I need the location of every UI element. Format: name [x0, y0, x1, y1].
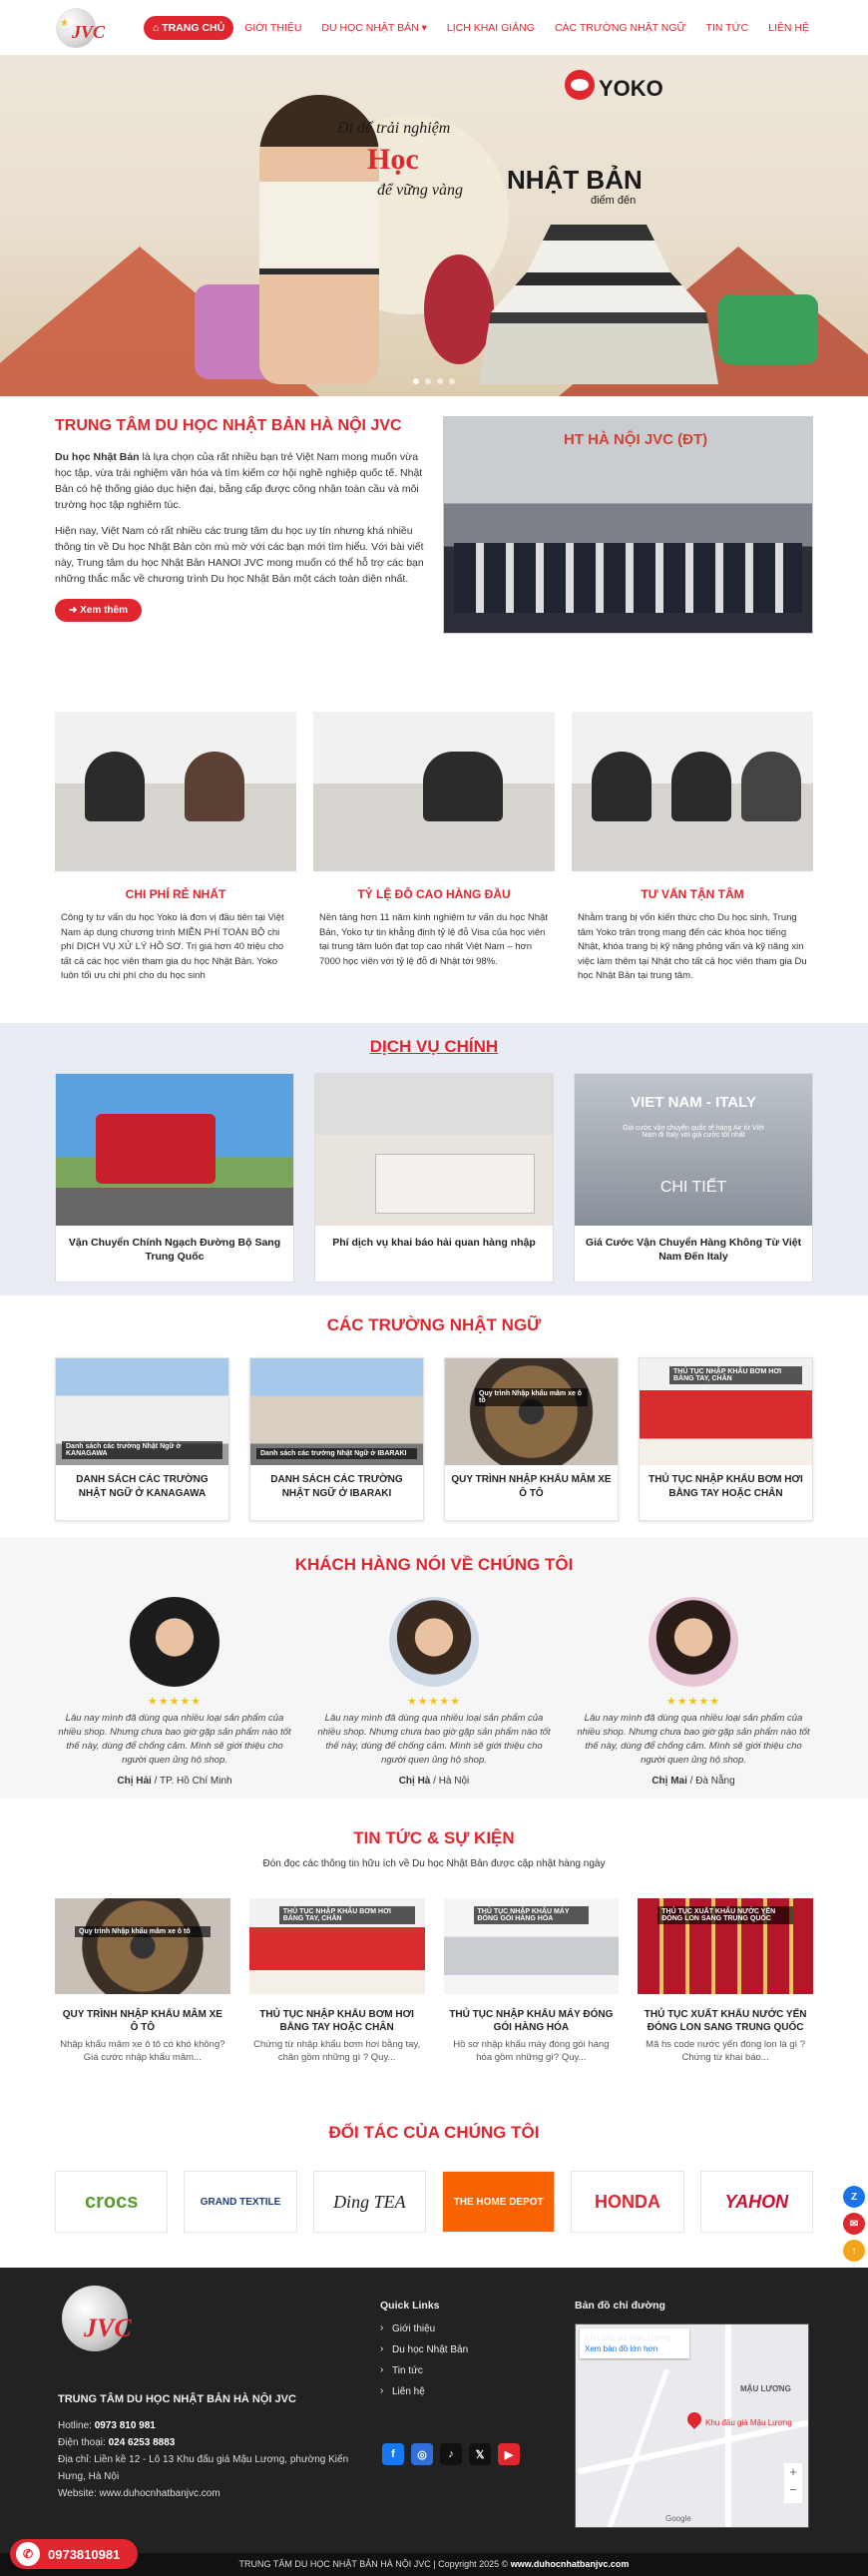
news-subtitle: Đón đọc các thông tin hữu ích về Du học Nhật Bản được cập nhật hàng ngày: [262, 1858, 606, 1869]
student-image: [259, 95, 379, 384]
image-caption: Quy trình Nhập khẩu mâm xe ô tô: [75, 1926, 211, 1937]
hotline-button[interactable]: [10, 2539, 138, 2569]
news-section: [0, 1828, 868, 2063]
news-title: TIN TỨC & SỰ KIỆN: [353, 1828, 515, 1847]
zalo-icon[interactable]: Z: [843, 2186, 865, 2208]
service-card[interactable]: [314, 1073, 554, 1283]
news-card[interactable]: [249, 1898, 425, 2074]
feature-text: Nhằm trang bị vốn kiến thức cho Du học sinh. Trung tâm Yoko trân trọng mang đến các khóa học tiếng Nhật, khóa trang bị kỹ năng phỏng vấn và kỹ năng xin việc làm thêm tại Nhật cho tất cả học viên tham gia Du học Nhật Bản tại trung tâm.: [578, 912, 807, 981]
nav-schools[interactable]: CÁC TRƯỜNG NHẬT NGỮ: [554, 21, 686, 34]
feature-image: [55, 712, 296, 871]
about-title: TRUNG TÂM DU HỌC NHẬT BẢN HÀ NỘI JVC: [55, 417, 402, 434]
site-logo[interactable]: [50, 4, 106, 52]
quick-links: [380, 2300, 468, 2407]
image-caption: Danh sách các trường Nhật Ngữ ở IBARAKI: [256, 1448, 417, 1459]
testimonial-card: [574, 1597, 813, 1787]
about-paragraph-2: Hiện nay, Việt Nam có rất nhiều các trung tâm du học uy tín nhưng khá nhiều thông tin về Du học Nhật Bản còn mù mờ với các bạn mới tìm hiểu. Với bài viết này, Trung tâm du học Nhật Bản HANOI JVC mong muốn có thể hỗ trợ các bạn những thắc mắc về chương trình Du học Nhật Bản một cách toàn diện nhất.: [55, 525, 424, 585]
train-image: [718, 294, 818, 364]
map-place-name: Khu đấu giá Mậu Lương: [585, 2333, 671, 2342]
school-card[interactable]: [444, 1357, 619, 1521]
avatar: [130, 1597, 219, 1687]
facebook-icon[interactable]: f: [382, 2443, 404, 2465]
home-icon: ⌂: [152, 21, 163, 34]
footer-hotline: [58, 2417, 357, 2434]
news-title-text: THỦ TỤC NHẬP KHẨU BƠM HƠI BẰNG TAY HOẶC CHÂN: [259, 2009, 414, 2033]
slider-dot[interactable]: [437, 378, 443, 384]
map-larger-link[interactable]: Xem bản đồ lớn hơn: [585, 2344, 658, 2353]
partner-logo-home-depot[interactable]: THE HOME DEPOT: [442, 2171, 555, 2233]
news-card[interactable]: [55, 1898, 230, 2074]
feature-title: TƯ VẤN TẬN TÂM: [641, 887, 744, 901]
school-card[interactable]: [249, 1357, 424, 1521]
service-card[interactable]: [55, 1073, 294, 1283]
footer-phone: [58, 2434, 357, 2451]
feature-text: Công ty tư vấn du học Yoko là đơn vị đầu tiên tại Việt Nam áp dụng chương trình MIỄN PHÍ TOÀN BỘ chi phí DỊCH VỤ XỬ LÝ HỒ SƠ. Trị giá hơn 40 triệu cho tất cả các học viên tham gia du học Nhật Bản. Yoko luôn tối ưu chi phí cho du học sinh: [61, 912, 284, 981]
testimonials-section: [0, 1537, 868, 1799]
hero-brand: YOKO: [599, 76, 663, 101]
slider-dot[interactable]: [449, 378, 455, 384]
school-title: DANH SÁCH CÁC TRƯỜNG NHẬT NGỮ Ở KANAGAWA: [76, 1474, 209, 1499]
logo-text: JVC: [72, 21, 106, 42]
testimonial-author: [314, 1776, 554, 1787]
phone-number[interactable]: 024 6253 8883: [108, 2437, 176, 2448]
footer-address: Địa chỉ: Liền kề 12 - Lô 13 Khu đấu giá Mậu Lương, phường Kiến Hưng, Hà Nội: [58, 2454, 349, 2482]
map-info-card: [580, 2328, 689, 2358]
news-image: [249, 1898, 425, 1994]
school-title: DANH SÁCH CÁC TRƯỜNG NHẬT NGỮ Ở IBARAKI: [270, 1474, 403, 1499]
truck-shape: [96, 1114, 216, 1184]
news-title-text: QUY TRÌNH NHẬP KHẨU MÂM XE Ô TÔ: [62, 2009, 222, 2033]
news-excerpt: Chứng từ nhập khẩu bơm hơi bằng tay, chân gồm những gì ? Quy...: [253, 2039, 421, 2063]
about-paragraph-1: [55, 449, 424, 513]
floating-actions: [843, 2186, 865, 2262]
about-section: [55, 417, 813, 622]
yoko-logo-icon: [565, 70, 595, 100]
site-footer: [0, 2268, 868, 2553]
nav-contact[interactable]: LIÊN HỆ: [768, 21, 809, 34]
nav-news[interactable]: TIN TỨC: [705, 21, 749, 34]
service-title: Vận Chuyển Chính Ngạch Đường Bộ Sang Trung Quốc: [68, 1237, 281, 1263]
partners-row: [55, 2171, 813, 2233]
partner-logo-grand-textile[interactable]: GRAND TEXTILE: [184, 2171, 296, 2233]
rating-stars: ★★★★★: [665, 1696, 721, 1708]
social-links: [382, 2443, 520, 2465]
pump-image: [640, 1358, 812, 1465]
image-caption: Danh sách các trường Nhật Ngữ ở KANAGAWA: [62, 1441, 222, 1459]
about-highlight: Du học Nhật Bản: [55, 451, 140, 463]
avatar: [389, 1597, 479, 1687]
hero-line2: Học: [367, 143, 419, 176]
news-image: [638, 1898, 813, 1994]
image-caption: THỦ TỤC NHẬP KHẨU MÁY ĐÓNG GÓI HÀNG HÓA: [474, 1906, 590, 1924]
phone-label: Điện thoại:: [58, 2437, 109, 2448]
banner-sub: Giá cước vận chuyển quốc tế hàng Air từ Việt Nam đi Italy với giá cước tốt nhất: [623, 1125, 764, 1139]
youtube-icon[interactable]: ▶: [498, 2443, 520, 2465]
person-shape: [741, 752, 801, 821]
copyright-text: TRUNG TÂM DU HỌC NHẬT BẢN HÀ NỘI JVC | Copyright 2025 ©: [238, 2559, 511, 2569]
author-name: Chị Hải: [117, 1776, 152, 1787]
rating-stars: ★★★★★: [406, 1696, 462, 1708]
partners-title: ĐỐI TÁC CỦA CHÚNG TÔI: [328, 2123, 540, 2142]
image-caption: THỦ TỤC NHẬP KHẨU BƠM HƠI BẰNG TAY, CHÂN: [669, 1366, 802, 1384]
mail-icon[interactable]: ✉: [843, 2213, 865, 2235]
news-excerpt: Nhập khẩu mâm xe ô tô có khó không? Giá cước nhập khẩu mâm...: [60, 2039, 225, 2063]
feature-image: [313, 712, 555, 871]
main-nav: [144, 16, 818, 40]
nav-home-label: TRANG CHỦ: [162, 21, 225, 34]
news-image: [55, 1898, 230, 1994]
author-name: Chị Hà: [398, 1776, 431, 1787]
map-area-label: MẬU LƯƠNG: [740, 2384, 791, 2393]
person-shape: [592, 752, 651, 821]
school-image: [250, 1358, 423, 1465]
map-road: [607, 2368, 669, 2528]
news-title-text: THỦ TỤC XUẤT KHẨU NƯỚC YẾN ĐÓNG LON SANG TRUNG QUỐC: [644, 2009, 807, 2033]
rim-image: [445, 1358, 618, 1465]
hero-line3: để vững vàng: [377, 182, 464, 199]
person-shape: [671, 752, 731, 821]
schools-section: [0, 1315, 868, 1499]
author-place: / Đà Nẵng: [686, 1776, 735, 1787]
person-shape: [423, 752, 503, 821]
italy-banner-image: [575, 1074, 812, 1226]
avatar: [649, 1597, 738, 1687]
tiktok-icon[interactable]: ♪: [440, 2443, 462, 2465]
hotline-button-number: 0973810981: [48, 2546, 121, 2562]
testimonial-author: [574, 1776, 813, 1787]
star-icon: ★: [60, 17, 69, 29]
nav-schedule[interactable]: LỊCH KHAI GIẢNG: [446, 21, 535, 34]
testimonial-card: [55, 1597, 294, 1787]
news-excerpt: Hồ sơ nhập khẩu máy đóng gói hàng hóa gồm những gì? Quy...: [453, 2039, 610, 2063]
partners-section: [0, 2123, 868, 2213]
service-title: Giá Cước Vận Chuyển Hàng Không Từ Việt Nam Đến Italy: [585, 1237, 802, 1263]
feature-title: TỶ LỆ ĐỖ CAO HÀNG ĐẦU: [357, 887, 511, 901]
map-pin-icon[interactable]: [684, 2409, 704, 2429]
schools-row: [55, 1357, 813, 1521]
partner-logo-yahon[interactable]: YAHON: [700, 2171, 813, 2233]
photo-sign: HT HÀ NỘI JVC (ĐT): [564, 431, 708, 448]
school-card[interactable]: [639, 1357, 813, 1521]
map-pin-label: Khu đấu giá Mậu Lương: [705, 2418, 792, 2427]
nav-study-japan[interactable]: [312, 16, 435, 40]
footer-title: TRUNG TÂM DU HỌC NHẬT BẢN HÀ NỘI JVC: [58, 2393, 296, 2405]
services-section: [0, 1023, 868, 1295]
map-zoom-control[interactable]: + −: [784, 2463, 802, 2503]
testimonial-text: Lâu nay mình đã dùng qua nhiều loại sản phẩm của nhiều shop. Nhưng chưa bao giờ gặp sản phẩm nào tốt thế này, dùng để chống cảm. Mình sẽ giới thiệu cho người quen ủng hộ shop.: [58, 1713, 291, 1766]
quick-link[interactable]: › Giới thiệu: [380, 2323, 468, 2334]
services-row: [55, 1073, 813, 1283]
copyright-site[interactable]: www.duhocnhatbanjvc.com: [510, 2559, 630, 2569]
news-title-text: THỦ TỤC NHẬP KHẨU MÁY ĐÓNG GÓI HÀNG HÓA: [449, 2009, 614, 2033]
quick-links-title: Quick Links: [380, 2300, 440, 2312]
arrow-right-icon: ➜: [69, 605, 81, 616]
read-more-label: Xem thêm: [80, 605, 128, 616]
features-row: [55, 712, 813, 984]
hotline-number[interactable]: 0973 810 981: [94, 2420, 156, 2431]
feature-image: [572, 712, 813, 871]
customs-image: [315, 1074, 553, 1226]
center-group-photo: [443, 416, 813, 634]
testimonials-title: KHÁCH HÀNG NÓI VỀ CHÚNG TÔI: [294, 1555, 574, 1574]
instagram-icon[interactable]: ◎: [411, 2443, 433, 2465]
google-map[interactable]: [575, 2323, 809, 2528]
map-title: Bản đồ chỉ đường: [575, 2300, 665, 2312]
site-header: [0, 0, 868, 55]
hero-country: NHẬT BẢN: [507, 165, 643, 195]
services-title: DỊCH VỤ CHÍNH: [369, 1037, 499, 1056]
news-excerpt: Mã hs code nước yến đóng lon là gì ? Chứng từ khai báo...: [646, 2039, 806, 2063]
partner-logo-crocs[interactable]: crocs: [55, 2171, 168, 2233]
read-more-button[interactable]: [55, 599, 142, 622]
school-card[interactable]: [55, 1357, 229, 1521]
footer-logo: [58, 2284, 150, 2361]
schools-title: CÁC TRƯỜNG NHẬT NGỮ: [326, 1315, 542, 1334]
quick-link[interactable]: › Tin tức: [380, 2365, 468, 2376]
x-icon[interactable]: 𝕏: [469, 2443, 491, 2465]
quick-link[interactable]: › Liên hệ: [380, 2386, 468, 2397]
people-image: [454, 543, 802, 613]
cherry-tree-image: [424, 255, 494, 364]
slider-dots: [0, 378, 868, 384]
image-caption: Quy trình Nhập khẩu mâm xe ô tô: [475, 1388, 588, 1406]
author-place: / TP. Hồ Chí Minh: [151, 1776, 232, 1787]
school-title: THỦ TỤC NHẬP KHẨU BƠM HƠI BẰNG TAY HOẶC CHÂN: [649, 1474, 803, 1499]
map-block: [575, 2300, 809, 2528]
nav-intro[interactable]: GIỚI THIỆU: [244, 21, 302, 34]
news-card[interactable]: [638, 1898, 813, 2074]
nav-study-japan-label: DU HỌC NHẬT BẢN: [321, 21, 419, 34]
person-shape: [185, 752, 244, 821]
image-caption: THỦ TỤC XUẤT KHẨU NƯỚC YẾN ĐÓNG LON SANG TRUNG QUỐC: [657, 1906, 793, 1924]
partner-logo-ding-tea[interactable]: Ding TEA: [313, 2171, 426, 2233]
slider-dot[interactable]: [425, 378, 431, 384]
feature-card: [55, 712, 296, 984]
hero-banner[interactable]: [0, 55, 868, 396]
slider-dot[interactable]: [413, 378, 419, 384]
hero-line1: Đi để trải nghiệm: [337, 120, 451, 137]
testimonial-text: Lâu nay mình đã dùng qua nhiều loại sản phẩm của nhiều shop. Nhưng chưa bao giờ gặp sản phẩm nào tốt thế này, dùng để chống cảm. Mình sẽ giới thiệu cho người quen ủng hộ shop.: [317, 1713, 551, 1766]
truck-image: [56, 1074, 293, 1226]
footer-contact-info: [58, 2417, 357, 2502]
person-shape: [85, 752, 145, 821]
hotline-label: Hotline:: [58, 2420, 95, 2431]
news-image: [444, 1898, 620, 1994]
news-card[interactable]: [444, 1898, 620, 2074]
testimonial-author: [55, 1776, 294, 1787]
service-title: Phí dịch vụ khai báo hải quan hàng nhập: [332, 1237, 536, 1249]
feature-text: Nền tảng hơn 11 năm kinh nghiệm tư vấn du học Nhật Bản, Yoko tự tin khẳng định tỷ lệ đỗ Visa của học viên tại trung tâm luôn đạt top cao nhất Việt Nam – hơn 7000 học viên với tỷ lệ đỗ đi Nhật tới 98%.: [319, 912, 548, 967]
banner-cta: CHI TIẾT: [659, 1179, 727, 1196]
testimonials-row: [55, 1597, 813, 1787]
nav-home[interactable]: [144, 16, 233, 40]
footer-website[interactable]: Website: www.duhocnhatbanjvc.com: [58, 2488, 220, 2499]
feature-title: CHI PHÍ RẺ NHẤT: [125, 887, 226, 901]
image-caption: THỦ TỤC NHẬP KHẨU BƠM HƠI BẰNG TAY, CHÂN: [279, 1906, 415, 1924]
banner-heading: VIET NAM - ITALY: [631, 1094, 756, 1111]
scroll-top-icon[interactable]: ↑: [843, 2240, 865, 2262]
hero-country-sub: điểm đến: [591, 195, 637, 207]
chevron-down-icon: ▾: [421, 21, 427, 34]
documents-shape: [375, 1154, 535, 1214]
phone-icon: ✆: [16, 2542, 40, 2566]
quick-link[interactable]: › Du học Nhật Bản: [380, 2344, 468, 2355]
testimonial-card: [314, 1597, 554, 1787]
service-card[interactable]: [574, 1073, 813, 1283]
rating-stars: ★★★★★: [147, 1696, 203, 1708]
author-name: Chị Mai: [651, 1776, 687, 1787]
footer-logo-text: JVC: [84, 2314, 132, 2342]
map-brand: Google: [665, 2514, 691, 2523]
news-row: [55, 1898, 813, 2074]
school-image: [56, 1358, 228, 1465]
feature-card: [313, 712, 555, 984]
testimonial-text: Lâu nay mình đã dùng qua nhiều loại sản phẩm của nhiều shop. Nhưng chưa bao giờ gặp sản phẩm nào tốt thế này, dùng để chống cảm. Mình sẽ giới thiệu cho người quen ủng hộ shop.: [577, 1713, 810, 1766]
feature-card: [572, 712, 813, 984]
about-p1-text: là lựa chọn của rất nhiều bạn trẻ Việt Nam mong muốn vừa học tập, vừa trải nghiệm văn hóa và tìm kiếm cơ hội nghề nghiệp quốc tế. Nhật Bản có hệ thống giáo dục hiện đại, bằng cấp được công nhận toàn cầu và môi trường học tập nghiêm túc.: [55, 451, 423, 511]
school-title: QUY TRÌNH NHẬP KHẨU MÂM XE Ô TÔ: [451, 1474, 612, 1499]
author-place: / Hà Nội: [430, 1776, 470, 1787]
partner-logo-honda[interactable]: HONDA: [571, 2171, 683, 2233]
